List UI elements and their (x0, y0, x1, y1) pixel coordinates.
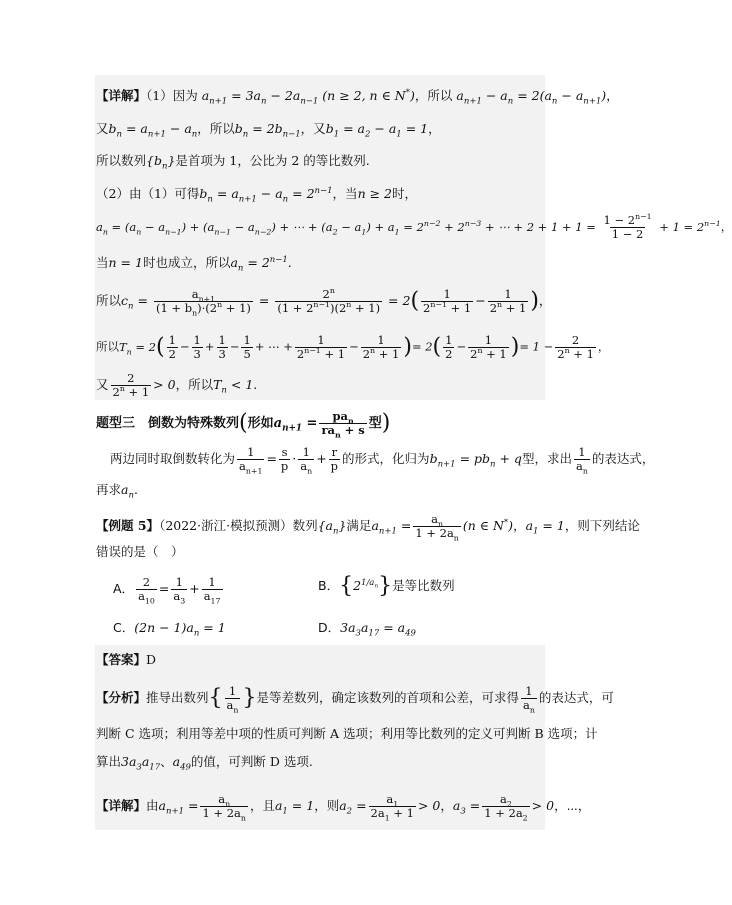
math-expression: $a_n$ (575, 459, 588, 476)
detail2-line: 【详解】由$a_{n+1}$ = $\frac{a_n}{1 + 2a_n}$ ，且$a_1 = 1$，则$a_2$ = $\frac{a_1}{2a_1 + 1}$ > 0，$a_3$ = $\frac{a_2}{1 + 2a_2}$ > 0，⋯， (96, 792, 591, 823)
math-expression: $a_{n+1}$ (239, 459, 263, 476)
math-expression: $b_n = a_{n+1} - a_n = 2^{n-1}$ (199, 185, 333, 205)
math-expression: $2^n + 1$ (489, 300, 527, 315)
math-expression: $(2n - 1)a_n = 1$ (134, 620, 226, 639)
math-expression: $a_{49}$ (172, 754, 191, 773)
math-expression: 1 (484, 333, 493, 347)
math-expression: $pa_n$ (332, 409, 354, 426)
math-expression: $a_{n+1}$ = (158, 798, 199, 817)
fraction (329, 446, 340, 473)
fraction (443, 334, 454, 361)
math-expression: s (281, 445, 288, 459)
fraction (521, 684, 537, 715)
math-expression: $1 - 2^{n-1}$ (603, 212, 652, 227)
math-expression: $a_n$ (300, 459, 313, 476)
math-expression: $2^n + 1$ (112, 384, 150, 399)
math-expression: > 0 (531, 798, 555, 813)
math-expression: 1 (504, 287, 512, 301)
math-expression: + $1 = 2^{n-1}$ (659, 218, 721, 234)
math-expression: 1 − 2 (611, 227, 644, 241)
math-expression: 3 (218, 347, 226, 361)
analysis-line-2: 判断 C 选项；利用等差中项的性质可判断 A 选项；利用等比数列的定义可判断 B 选项；计 (96, 726, 598, 741)
math-expression: = 1 − (519, 339, 554, 354)
math-expression: $a_n$ (121, 482, 134, 501)
math-expression: = 2 (388, 293, 411, 308)
detail-line-9: 又 $\frac{2}{2^n + 1}$ > 0，所以$T_n < 1$. (96, 371, 258, 399)
method-line-1: 两边同时取倒数转化为 $\frac{1}{a_{n+1}}$ = $\frac{s}{p}$ · $\frac{1}{a_n}$ + $\frac{r}{p}$ 的形式，化归为$b_{n+1} = pb_n + q$型，求出 $\frac{1}{a_n}$ 的表达式， (110, 445, 655, 476)
fraction (298, 445, 314, 476)
detail-line-4: （2）由（1）可得$b_n = a_{n+1} - a_n = 2^{n-1}$，当n ≥ 2时， (96, 185, 418, 205)
math-expression: $a_{n+1}$ = (273, 416, 318, 434)
math-expression: $a_2$ = (339, 798, 367, 817)
math-expression: n ≥ 2 (357, 186, 392, 201)
math-expression: 1 (218, 333, 226, 347)
math-expression: $a_{n+1}$ = (371, 518, 412, 537)
math-expression: $c_n$ = (121, 293, 148, 312)
math-expression: $T_n = 2$ (119, 339, 156, 356)
math-expression: $a_n = (a_n - a_{n-1}) + (a_{n-1} - a_{n-2})$ + ⋯ + $(a_2 - a_1) + a_1 = 2^{n-2} + 2^{n-3}$ + ⋯ + 2 + 1 + 1 = (96, 218, 596, 236)
example-line-2: 错误的是（ ） (96, 544, 184, 559)
math-expression: 1 (302, 445, 310, 459)
math-expression: $(1 + b_n)\cdot(2^n + 1)$ (155, 300, 251, 318)
option-b: B．$\{2^{1/a_n}\}$是等比数列 (318, 573, 455, 599)
fraction (167, 334, 178, 361)
math-expression: (n ∈ N*) (462, 517, 514, 533)
math-expression: 3 (193, 347, 201, 361)
math-expression: 1 (525, 684, 533, 698)
math-expression: $a_{n+1}$ (191, 287, 216, 304)
fraction (421, 288, 473, 315)
detail-line-2: 又$b_n = a_{n+1} - a_n$，所以$b_n = 2b_{n-1}$，又$b_1 = a_2 - a_1 = 1$， (96, 121, 441, 140)
fraction (111, 372, 152, 399)
math-expression: > 0 (153, 377, 176, 392)
fraction (275, 288, 382, 315)
math-expression: $a_1$ (386, 792, 399, 809)
fraction (361, 334, 402, 361)
analysis-line-3: 算出$3a_3a_{17}$、$a_{49}$的值，可判断 D 选项. (96, 754, 313, 773)
math-expression: $2^n + 1$ (557, 346, 594, 361)
math-expression: 5 (243, 347, 251, 361)
math-expression: $a_n$ (226, 698, 239, 715)
math-expression: 1 (377, 333, 385, 347)
math-expression: $a_3$ (173, 589, 186, 606)
math-expression: $b_{n+1} = pb_n + q$ (429, 451, 522, 470)
math-expression: = 2 (411, 339, 433, 354)
math-expression: $2^{n-1} + 1$ (296, 346, 346, 361)
eq-difference: $a_{n+1} - a_n = 2(a_n - a_{n+1})$ (456, 88, 607, 107)
fraction (279, 446, 290, 473)
math-expression: $2a_1 + 1$ (370, 806, 414, 823)
fraction (237, 445, 264, 476)
math-expression: $(1 + 2^{n-1})(2^n + 1)$ (277, 300, 381, 315)
option-a: A． $\frac{2}{a_{10}}$ = $\frac{1}{a_3}$ + $\frac{1}{a_{17}}$ (113, 575, 221, 606)
detail-line-1: 【详解】（1）因为 $a_{n+1} = 3a_n - 2a_{n-1}$ (n ≥ 2, n ∈ N*)，所以 $a_{n+1} - a_n = 2(a_n - a_{n+1})$， (96, 87, 619, 107)
math-expression: p (330, 459, 339, 473)
detail-line-6: 当n = 1时也成立，所以$a_n = 2^{n-1}$. (96, 254, 292, 274)
math-expression: $b_1 = a_2 - a_1 = 1$ (325, 121, 429, 140)
math-expression: 1 (193, 333, 201, 347)
fraction (555, 334, 596, 361)
fraction (217, 334, 228, 361)
math-expression: $\{a_n\}$ (317, 518, 347, 537)
fraction (468, 334, 509, 361)
math-expression: 2 (127, 371, 135, 385)
math-expression: $a_2$ (500, 792, 512, 809)
option-c: C．$(2n - 1)a_n = 1$ (113, 620, 226, 639)
math-expression: 2 (142, 575, 151, 589)
math-expression: $3a_3a_{17} = a_{49}$ (340, 620, 416, 639)
math-expression: $a_1 = 1$ (274, 798, 315, 817)
math-expression: $a_n$ (218, 792, 231, 809)
math-expression: $a_{17}$ (203, 589, 221, 606)
math-expression: $2^n + 1$ (362, 346, 400, 361)
math-expression: $a_n = 2^{n-1}$ (230, 254, 288, 274)
math-expression: $T_n < 1$ (213, 377, 254, 396)
math-expression: $2^{n-1} + 1$ (423, 300, 472, 315)
detail-line-5: $a_n = (a_n - a_{n-1}) + (a_{n-1} - a_{n-2})$ + ⋯ + $(a_2 - a_1) + a_1 = 2^{n-2} + 2^{n-3}$ + ⋯ + 2 + 1 + 1 = $\frac{1 - 2^{n-1}}{1 - 2}$ + $1 = 2^{n-1}$， (96, 212, 732, 241)
option-d: D．$3a_3a_{17} = a_{49}$ (318, 620, 416, 639)
math-expression: 1 (208, 575, 216, 589)
math-expression: 1 (247, 445, 255, 459)
math-expression: $2^{1/a_n}$ (353, 577, 379, 593)
math-expression: $b_n = 2b_{n-1}$ (234, 121, 301, 140)
math-expression: r (331, 445, 338, 459)
eq-recurrence: $a_{n+1} = 3a_n - 2a_{n-1}$ (n ≥ 2, n ∈ N*) (201, 87, 415, 107)
math-expression: $1 + 2a_2$ (484, 806, 528, 823)
detail-line-3: 所以数列$\{b_n\}$是首项为 1，公比为 2 的等比数列. (96, 153, 370, 172)
detail-line-7: 所以$c_n$ = $\frac{a_{n+1}}{(1 + b_n)\cdot(2^n + 1)}$ = $\frac{2^n}{(1 + 2^{n-1})(2^n + 1)}$ = 2( $\frac{1}{2^{n-1} + 1}$ − $\frac{1}{2^n + 1}$ )， (96, 286, 552, 318)
fraction (171, 575, 187, 606)
math-expression: = (258, 293, 270, 308)
fraction (574, 445, 590, 476)
fraction (200, 792, 247, 823)
fraction (225, 684, 241, 715)
math-expression: 1 (243, 333, 251, 347)
fraction (202, 575, 223, 606)
math-expression: 1 (445, 333, 453, 347)
math-expression: 2 (571, 333, 580, 347)
fraction (319, 409, 366, 440)
fraction (136, 575, 157, 606)
math-expression: $a_1 = 1$ (525, 518, 565, 537)
math-expression: $1 + 2a_n$ (202, 806, 246, 823)
fraction (295, 334, 347, 361)
detail-line-8: 所以$T_n = 2$( $\frac{1}{2}$ − $\frac{1}{3}$ + $\frac{1}{3}$ − $\frac{1}{5}$ + ⋯ + $\frac{1}{2^{n-1} + 1}$ − $\frac{1}{2^n + 1}$ )= 2( $\frac{1}{2}$ − $\frac{1}{2^n + 1}$ )= 1 − $\frac{2}{2^n + 1}$ ， (96, 333, 610, 361)
fraction (482, 792, 529, 823)
math-expression: $a_n$ (431, 512, 444, 529)
math-expression: $\{b_n\}$ (146, 153, 176, 172)
fraction (154, 287, 253, 318)
math-expression: $ra_n + s$ (321, 423, 365, 440)
section-heading: 题型三 倒数为特殊数列(形如$a_{n+1}$ = $\frac{pa_n}{ra_n + s}$ 型) (96, 409, 391, 440)
math-expression: $a_3$ = (452, 798, 481, 817)
math-expression: 2 (168, 347, 176, 361)
fraction (369, 792, 416, 823)
math-expression: > 0 (417, 798, 441, 813)
answer-line: 【答案】D (96, 652, 157, 667)
example-line-1: 【例题 5】（2022·浙江·模拟预测）数列$\{a_n\}$满足$a_{n+1}$ = $\frac{a_n}{1 + 2a_n}$ (n ∈ N*)，$a_1 = 1$，则下列结论 (96, 512, 640, 543)
math-expression: 1 (228, 684, 237, 698)
math-expression: 1 (168, 333, 176, 347)
fraction (488, 288, 529, 315)
math-expression: n = 1 (108, 255, 143, 270)
math-expression: $1 + 2a_n$ (415, 526, 459, 543)
math-expression: $a_n$ (522, 698, 535, 715)
fraction (241, 334, 252, 361)
math-expression: $b_n = a_{n+1} - a_n$ (108, 121, 198, 140)
math-expression: 1 (443, 287, 451, 301)
math-expression: p (280, 459, 289, 473)
math-expression: $a_{10}$ (138, 589, 155, 606)
math-expression: $3a_3a_{17}$ (121, 754, 161, 773)
math-expression: 1 (175, 575, 183, 589)
math-expression: 2 (445, 347, 453, 361)
math-expression: 2$^n$ (322, 286, 335, 301)
math-expression: 1 (317, 333, 325, 347)
math-expression: 1 (578, 445, 586, 459)
detail-tag: 【详解】 (96, 88, 147, 103)
math-expression: $2^n + 1$ (470, 346, 507, 361)
fraction (601, 214, 653, 241)
method-line-2: 再求$a_n$. (96, 482, 138, 501)
analysis-line-1: 【分析】推导出数列{ $\frac{1}{a_n}$ }是等差数列，确定该数列的首项和公差，可求得 $\frac{1}{a_n}$ 的表达式，可 (96, 684, 614, 715)
fraction (192, 334, 203, 361)
fraction (413, 512, 460, 543)
